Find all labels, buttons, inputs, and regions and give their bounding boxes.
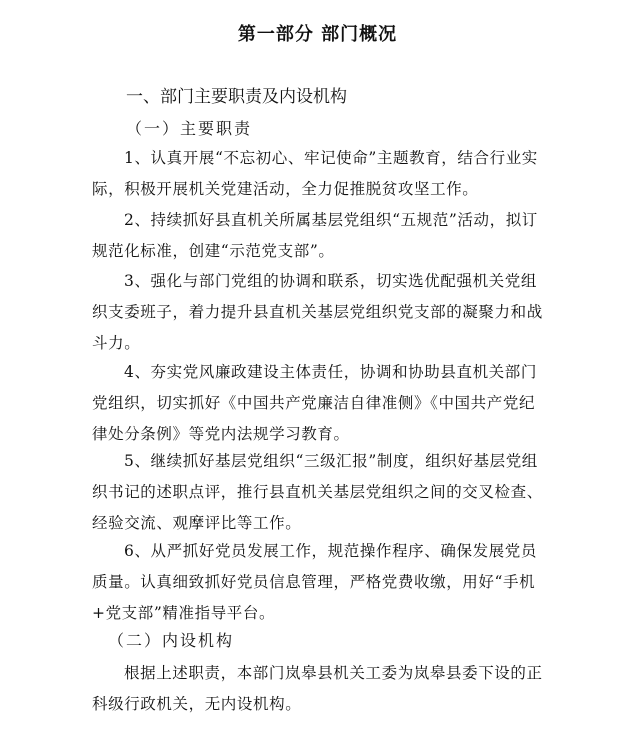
duty-item-2: 2、持续抓好县直机关所属基层党组织“五规范”活动，拟订规范化标准，创建“示范党支部”。 [92,211,538,260]
subsection-heading-org: （二）内设机构 [108,631,235,650]
duty-item-4: 4、夯实党风廉政建设主体责任，协调和协助县直机关部门党组织，切实抓好《中国共产党廉洁自律准侧》《中国共产党纪律处分条例》等党内法规学习教育。 [92,363,537,443]
subsection-heading-duties: （一）主要职责 [126,119,253,138]
duty-item-5: 5、继续抓好基层党组织“三级汇报”制度，组织好基层党组织书记的述职点评，推行县直机关基层党组织之间的交叉检查、经验交流、观摩评比等工作。 [92,452,543,532]
duty-item-3: 3、强化与部门党组的协调和联系，切实选优配强机关党组织支委班子，着力提升县直机关基层党组织党支部的凝聚力和战斗力。 [92,272,543,352]
section-heading: 一、部门主要职责及内设机构 [126,87,347,107]
org-paragraph: 根据上述职责，本部门岚皋县机关工委为岚皋县委下设的正科级行政机关，无内设机构。 [92,664,543,713]
page-title: 第一部分 部门概况 [237,24,398,45]
duty-item-1: 1、认真开展“不忘初心、牢记使命”主题教育，结合行业实际，积极开展机关党建活动，全力促推脱贫攻坚工作。 [92,149,538,198]
duty-item-6: 6、从严抓好党员发展工作，规范操作程序、确保发展党员质量。认真细致抓好党员信息管理，严格党费收缴，用好“手机+党支部”精准指导平台。 [92,542,537,622]
